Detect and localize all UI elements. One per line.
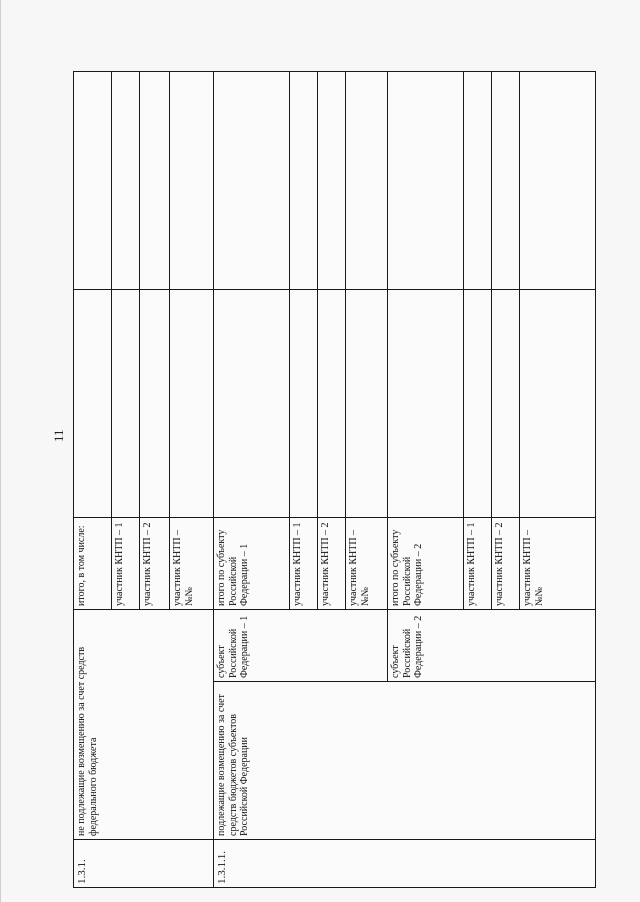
table-cell (464, 290, 492, 518)
participant-label: участник КНТП – №№ (346, 518, 388, 610)
row-title: не подлежащие возмещению за счет средств федерального бюджета (74, 610, 214, 840)
subject-label: субъект Российской Федерации – 2 (388, 610, 596, 682)
subject-label: субъект Российской Федерации – 1 (214, 610, 388, 682)
participant-label: участник КНТП – 2 (318, 518, 346, 610)
table-cell (492, 290, 520, 518)
participant-label: участник КНТП – 1 (112, 518, 140, 610)
table-cell (140, 72, 170, 290)
subtotal-label: итого по субъекту Российской Федерации – 1 (214, 518, 290, 610)
table-cell (388, 290, 464, 518)
page-number: 11 (51, 429, 66, 442)
table-cell (318, 72, 346, 290)
row-number: 1.3.1. (74, 840, 214, 888)
participant-label: участник КНТП – 1 (290, 518, 318, 610)
row-number: 1.3.1.1. (214, 840, 596, 888)
table-cell (388, 72, 464, 290)
participant-label: участник КНТП – №№ (170, 518, 214, 610)
participant-label: участник КНТП – №№ (520, 518, 596, 610)
subtotal-label: итого, в том числе: (74, 518, 112, 610)
table-cell (318, 290, 346, 518)
table-cell (214, 72, 290, 290)
table-cell (492, 72, 520, 290)
table-cell (112, 72, 140, 290)
table-wrapper-rotated (73, 72, 595, 888)
table-row (74, 72, 112, 888)
table-cell (214, 290, 290, 518)
table-cell (74, 290, 112, 518)
table-cell (170, 72, 214, 290)
table-cell (346, 72, 388, 290)
table-cell (170, 290, 214, 518)
participant-label: участник КНТП – 2 (140, 518, 170, 610)
row-title: подлежащие возмещению за счет средств бюджетов субъектов Российской Федерации (214, 682, 596, 840)
table-cell (290, 290, 318, 518)
subtotal-label: итого по субъекту Российской Федерации – 2 (388, 518, 464, 610)
table-cell (74, 72, 112, 290)
table-row (214, 72, 290, 888)
table-cell (346, 290, 388, 518)
cost-table (73, 71, 596, 888)
table-cell (140, 290, 170, 518)
table-cell (464, 72, 492, 290)
participant-label: участник КНТП – 2 (492, 518, 520, 610)
table-cell (520, 290, 596, 518)
table-cell (520, 72, 596, 290)
participant-label: участник КНТП – 1 (464, 518, 492, 610)
table-cell (290, 72, 318, 290)
table-cell (112, 290, 140, 518)
